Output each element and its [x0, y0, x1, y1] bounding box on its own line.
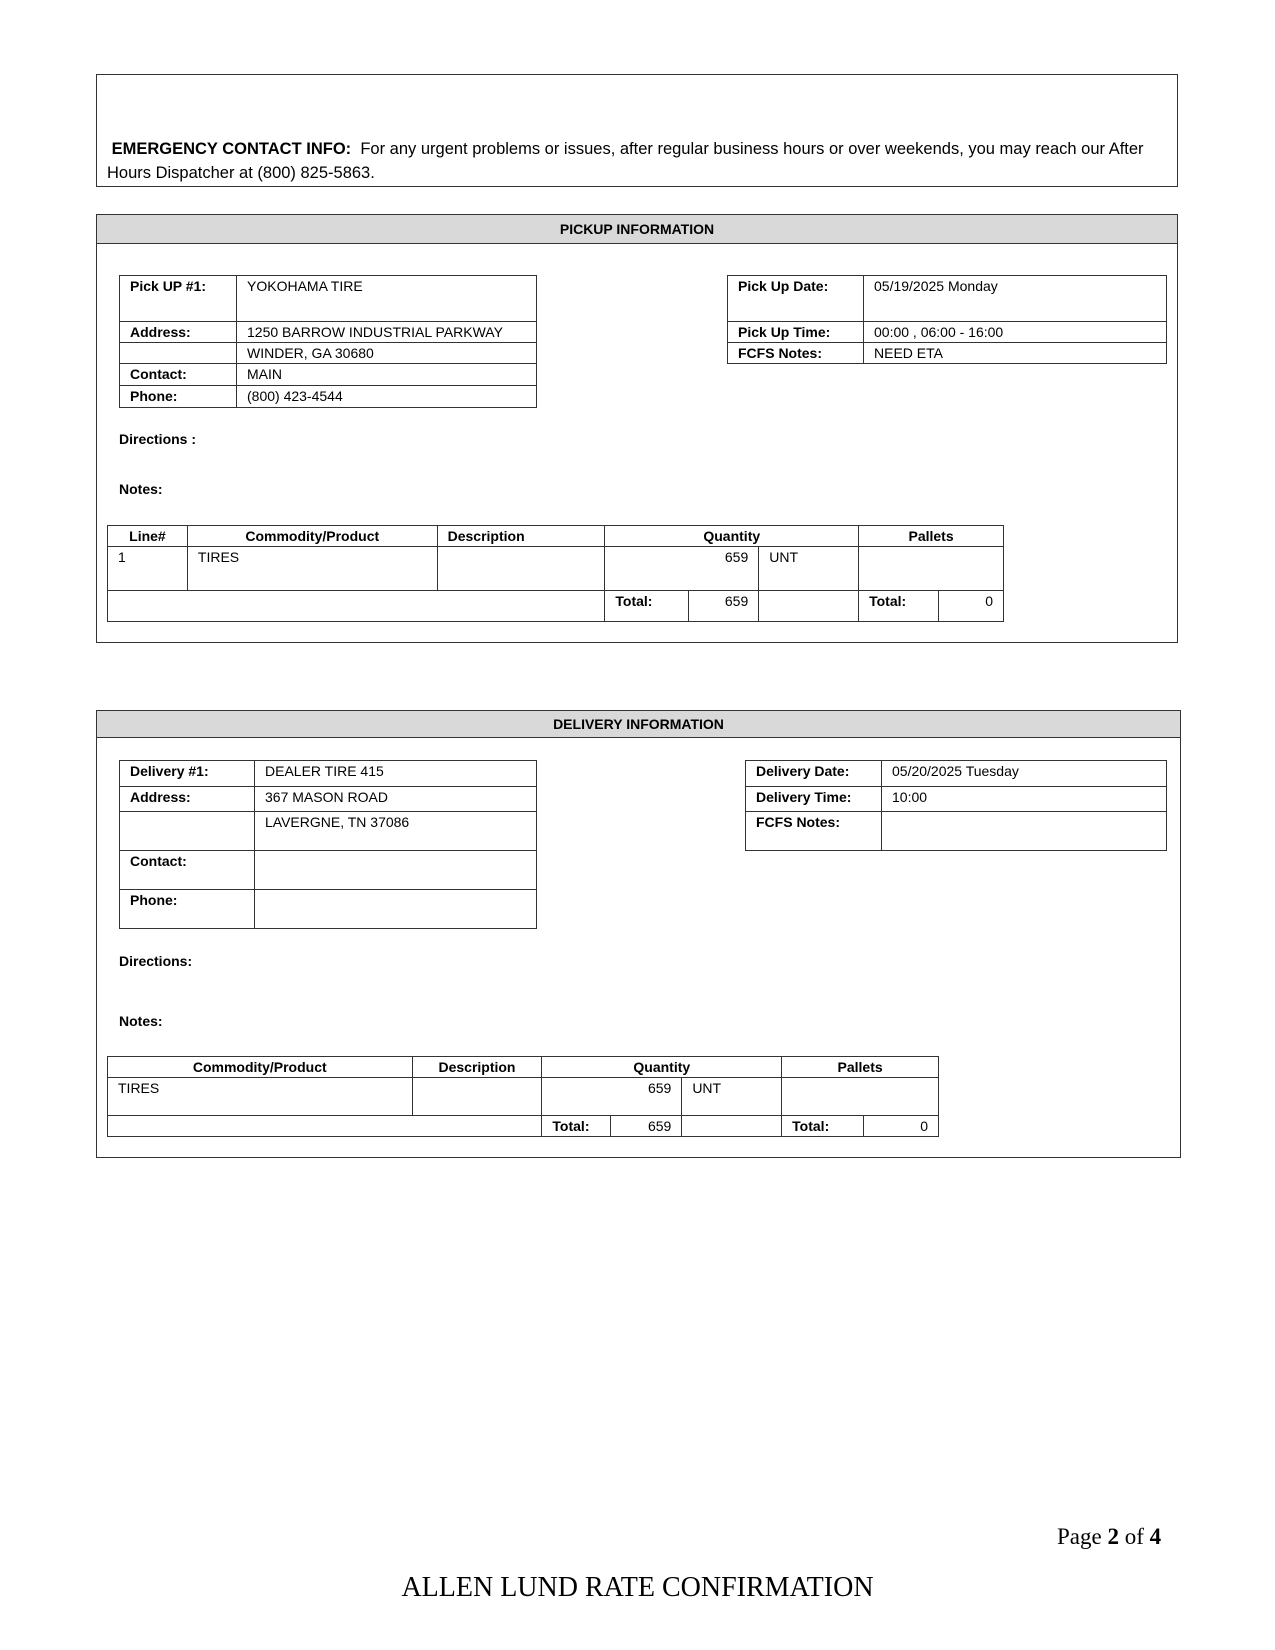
pickup-qty-total: 659: [689, 591, 759, 622]
table-row: [108, 591, 1004, 622]
delivery-commodity-table: [107, 1056, 939, 1137]
delivery-phone-value: [255, 890, 537, 929]
table-row: [108, 1116, 939, 1137]
delivery-directions-label: Directions:: [119, 953, 193, 969]
delivery-fcfs-value: [882, 812, 1167, 851]
pickup-col-line: Line#: [108, 526, 188, 547]
delivery-qty-total-label: Total:: [542, 1116, 611, 1137]
page-number: [1057, 1524, 1161, 1550]
delivery-total-blank: [108, 1116, 542, 1137]
pickup-stop-table: [119, 275, 537, 408]
pickup-directions-label: Directions :: [119, 431, 197, 447]
pickup-qty-total-label: Total:: [605, 591, 689, 622]
delivery-col-pallets: Pallets: [782, 1057, 939, 1078]
delivery-row-description: [412, 1078, 542, 1116]
delivery-date-label: Delivery Date:: [746, 761, 882, 787]
pickup-time-value: 00:00 , 06:00 - 16:00: [864, 322, 1167, 343]
delivery-pallets-total: 0: [864, 1116, 939, 1137]
pickup-contact-label: Contact:: [120, 364, 237, 386]
pickup-stop-value: YOKOHAMA TIRE: [237, 276, 537, 322]
pickup-pallets-total: 0: [939, 591, 1004, 622]
page-current: 2: [1107, 1524, 1119, 1549]
emergency-contact-text: [107, 137, 1153, 185]
pickup-col-pallets: Pallets: [859, 526, 1004, 547]
pickup-address-line1: 1250 BARROW INDUSTRIAL PARKWAY: [237, 322, 537, 343]
pickup-unit-total-blank: [759, 591, 859, 622]
delivery-row-commodity: TIRES: [108, 1078, 413, 1116]
pickup-col-description: Description: [437, 526, 605, 547]
delivery-time-value: 10:00: [882, 787, 1167, 812]
pickup-section: [96, 214, 1178, 643]
delivery-time-label: Delivery Time:: [746, 787, 882, 812]
delivery-schedule-table: [745, 760, 1167, 851]
pickup-row-commodity: TIRES: [187, 547, 437, 591]
emergency-contact-box: [96, 74, 1178, 187]
pickup-commodity-table: [107, 525, 1004, 622]
delivery-row-qty: 659: [542, 1078, 682, 1116]
pickup-header: PICKUP INFORMATION: [97, 215, 1177, 244]
delivery-qty-total: 659: [611, 1116, 682, 1137]
pickup-phone-label: Phone:: [120, 386, 237, 408]
delivery-address-line1: 367 MASON ROAD: [255, 787, 537, 812]
pickup-fcfs-label: FCFS Notes:: [728, 343, 864, 364]
pickup-address-line2: WINDER, GA 30680: [237, 343, 537, 364]
delivery-section: [96, 710, 1181, 1158]
pickup-col-commodity: Commodity/Product: [187, 526, 437, 547]
delivery-pallets-total-label: Total:: [782, 1116, 864, 1137]
document-title: ALLEN LUND RATE CONFIRMATION: [401, 1572, 874, 1603]
pickup-contact-value: MAIN: [237, 364, 537, 386]
delivery-address-label: Address:: [120, 787, 255, 812]
delivery-contact-value: [255, 851, 537, 890]
delivery-address-line2: LAVERGNE, TN 37086: [255, 812, 537, 851]
pickup-date-label: Pick Up Date:: [728, 276, 864, 322]
delivery-stop-table: [119, 760, 537, 929]
pickup-time-label: Pick Up Time:: [728, 322, 864, 343]
pickup-address-label: Address:: [120, 322, 237, 343]
page-prefix: Page: [1057, 1524, 1102, 1549]
page-of: of: [1124, 1524, 1144, 1549]
pickup-col-quantity: Quantity: [605, 526, 859, 547]
delivery-contact-label: Contact:: [120, 851, 255, 890]
delivery-phone-label: Phone:: [120, 890, 255, 929]
page-total: 4: [1149, 1524, 1162, 1549]
pickup-row-qty: 659: [605, 547, 759, 591]
delivery-col-description: Description: [412, 1057, 542, 1078]
pickup-row-description: [437, 547, 605, 591]
delivery-unit-total-blank: [682, 1116, 782, 1137]
delivery-col-commodity: Commodity/Product: [108, 1057, 413, 1078]
delivery-header: DELIVERY INFORMATION: [97, 711, 1180, 738]
pickup-row-line: 1: [108, 547, 188, 591]
table-row: [108, 547, 1004, 591]
delivery-row-pallets: [782, 1078, 939, 1116]
delivery-date-value: 05/20/2025 Tuesday: [882, 761, 1167, 787]
emergency-label: EMERGENCY CONTACT INFO:: [111, 140, 352, 158]
delivery-row-unit: UNT: [682, 1078, 782, 1116]
pickup-phone-value: (800) 423-4544: [237, 386, 537, 408]
pickup-fcfs-value: NEED ETA: [864, 343, 1167, 364]
pickup-schedule-table: [727, 275, 1167, 364]
pickup-total-blank: [108, 591, 605, 622]
pickup-notes-label: Notes:: [119, 481, 163, 497]
delivery-address-blank: [120, 812, 255, 851]
emergency-message: For any urgent problems or issues, after regular business hours or over weekends, you may reach our After Hours Dispatcher at (800) 825-5863.: [107, 140, 1144, 182]
delivery-fcfs-label: FCFS Notes:: [746, 812, 882, 851]
delivery-stop-label: Delivery #1:: [120, 761, 255, 787]
pickup-row-unit: UNT: [759, 547, 859, 591]
pickup-row-pallets: [859, 547, 1004, 591]
delivery-stop-value: DEALER TIRE 415: [255, 761, 537, 787]
pickup-pallets-total-label: Total:: [859, 591, 939, 622]
pickup-stop-label: Pick UP #1:: [120, 276, 237, 322]
pickup-date-value: 05/19/2025 Monday: [864, 276, 1167, 322]
pickup-address-blank: [120, 343, 237, 364]
table-row: [108, 1078, 939, 1116]
delivery-col-quantity: Quantity: [542, 1057, 782, 1078]
delivery-notes-label: Notes:: [119, 1013, 163, 1029]
